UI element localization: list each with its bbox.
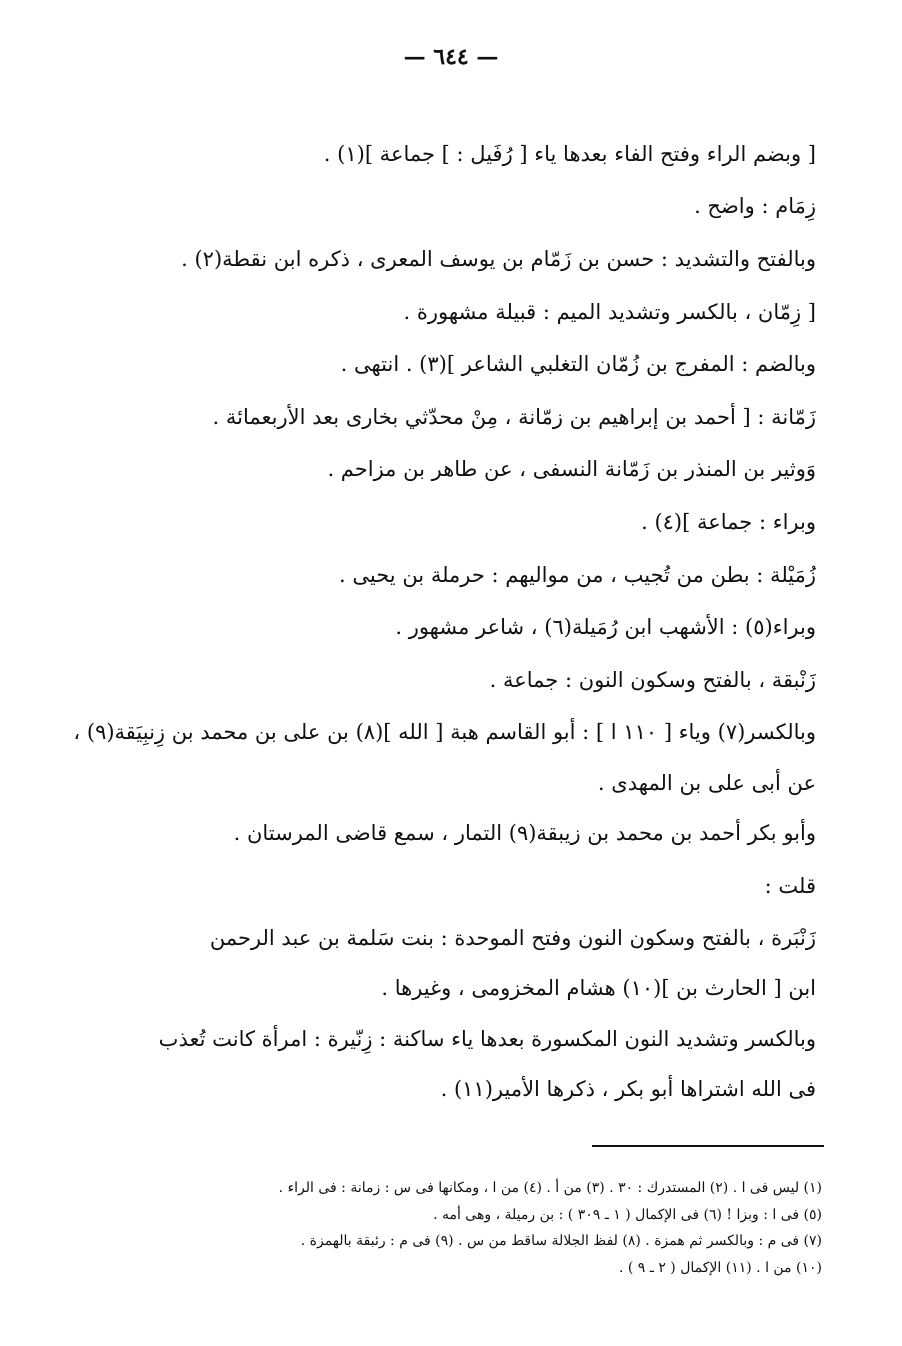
- text-line: وبراء : جماعة ](٤) .: [641, 509, 816, 534]
- text-line: ابن [ الحارث بن ](١٠) هشام المخزومى ، وغيرها .: [381, 976, 816, 1001]
- page-number: — ٦٤٤ —: [403, 44, 499, 70]
- footnote-divider: [592, 1145, 824, 1147]
- footnotes: [100, 1175, 822, 1281]
- section-heading: قلت :: [764, 873, 816, 898]
- footnote-line: (١٠) من ا . (١١) الإكمال ( ٢ ـ ٩ ) .: [618, 1259, 822, 1276]
- text-line: زَنْبقة ، بالفتح وسكون النون : جماعة .: [489, 667, 816, 692]
- text-line: وَوثير بن المنذر بن زَمّانة النسفى ، عن طاهر بن مزاحم .: [327, 457, 816, 482]
- footnote-line: (٥) فى ا : وبزا ! (٦) فى الإكمال ( ١ ـ ٣٠٩ ) : بن رميلة ، وهى أمه .: [433, 1206, 822, 1223]
- text-line: وبالفتح والتشديد : حسن بن زَمّام بن يوسف المعرى ، ذكره ابن نقطة(٢) .: [181, 246, 816, 271]
- main-text: [73, 128, 816, 1114]
- text-line: وبالضم : المفرج بن زُمّان التغلبي الشاعر ](٣) . انتهى .: [340, 352, 816, 377]
- text-line: زَمّانة : [ أحمد بن إبراهيم بن زمّانة ، مِنْ محدّثي بخارى بعد الأربعمائة .: [212, 404, 816, 429]
- text-line: زَنْبَرة ، بالفتح وسكون النون وفتح الموحدة : بنت سَلمة بن عبد الرحمن: [209, 926, 816, 951]
- text-line: [ وبضم الراء وفتح الفاء بعدها ياء [ رُفَيل : ] جماعة ](١) .: [323, 141, 816, 166]
- text-line: وأبو بكر أحمد بن محمد بن زيبقة(٩) التمار ، سمع قاضى المرستان .: [233, 820, 816, 845]
- text-line: وبالكسر(٧) وياء [ ١١٠ ا ] : أبو القاسم هبة [ الله ](٨) بن على بن محمد بن زِنبِيَقة(٩) ،: [73, 720, 816, 745]
- text-line: وبالكسر وتشديد النون المكسورة بعدها ياء ساكنة : زِنّيرة : امرأة كانت تُعذب: [158, 1026, 816, 1051]
- text-line: [ زِمّان ، بالكسر وتشديد الميم : قبيلة مشهورة .: [403, 299, 816, 324]
- footnote-line: (١) ليس فى ا . (٢) المستدرك : ٣٠ . (٣) من أ . (٤) من ا ، ومكانها فى س : زمانة : فى الراء .: [278, 1180, 822, 1196]
- text-line: زِمَام : واضح .: [694, 194, 816, 219]
- text-line: وبراء(٥) : الأشهب ابن رُمَيلة(٦) ، شاعر مشهور .: [395, 615, 816, 640]
- text-line: فى الله اشتراها أبو بكر ، ذكرها الأمير(١١) .: [440, 1077, 816, 1101]
- text-line: عن أبى على بن المهدى .: [597, 770, 816, 795]
- footnote-line: (٧) فى م : وبالكسر ثم همزة . (٨) لفظ الجلالة ساقط من س . (٩) فى م : رئبقة بالهمزة .: [300, 1233, 822, 1249]
- text-line: زُمَيْلة : بطن من تُجيب ، من مواليهم : حرملة بن يحيى .: [339, 562, 816, 587]
